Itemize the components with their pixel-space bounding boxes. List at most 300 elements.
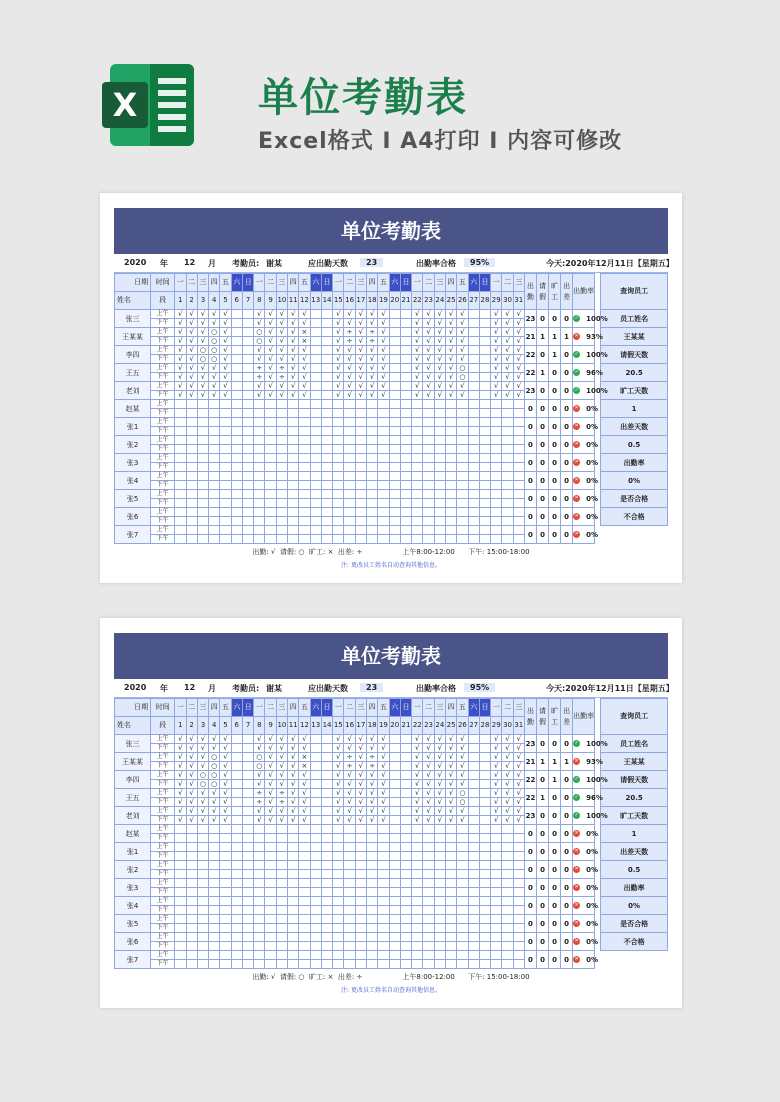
attendance-cell[interactable]: √ <box>378 780 389 789</box>
attendance-cell[interactable] <box>412 508 423 517</box>
attendance-cell[interactable]: √ <box>434 753 445 762</box>
attendance-cell[interactable] <box>220 942 231 951</box>
attendance-cell[interactable] <box>378 436 389 445</box>
attendance-cell[interactable] <box>276 861 287 870</box>
attendance-cell[interactable]: √ <box>299 382 310 391</box>
attendance-cell[interactable] <box>242 951 253 960</box>
attendance-cell[interactable]: ○ <box>254 753 265 762</box>
attendance-cell[interactable]: √ <box>457 744 468 753</box>
attendance-cell[interactable]: √ <box>299 319 310 328</box>
attendance-cell[interactable] <box>254 933 265 942</box>
attendance-cell[interactable]: √ <box>423 789 434 798</box>
attendance-cell[interactable] <box>288 517 299 526</box>
attendance-cell[interactable] <box>310 942 321 951</box>
attendance-cell[interactable] <box>400 373 411 382</box>
attendance-cell[interactable] <box>400 807 411 816</box>
attendance-cell[interactable] <box>276 960 287 969</box>
attendance-cell[interactable] <box>310 744 321 753</box>
attendance-cell[interactable] <box>423 951 434 960</box>
attendance-cell[interactable] <box>299 897 310 906</box>
attendance-cell[interactable]: √ <box>220 319 231 328</box>
attendance-cell[interactable] <box>468 762 479 771</box>
attendance-cell[interactable] <box>209 400 220 409</box>
attendance-cell[interactable] <box>423 508 434 517</box>
attendance-cell[interactable]: √ <box>378 319 389 328</box>
attendance-cell[interactable]: √ <box>186 319 197 328</box>
attendance-cell[interactable]: √ <box>254 771 265 780</box>
attendance-cell[interactable] <box>231 517 242 526</box>
attendance-cell[interactable] <box>242 753 253 762</box>
attendance-cell[interactable]: √ <box>333 319 344 328</box>
attendance-cell[interactable] <box>400 319 411 328</box>
attendance-cell[interactable] <box>378 445 389 454</box>
attendance-cell[interactable]: √ <box>457 337 468 346</box>
attendance-cell[interactable] <box>491 454 502 463</box>
attendance-cell[interactable] <box>288 933 299 942</box>
attendance-cell[interactable] <box>175 951 186 960</box>
attendance-cell[interactable] <box>513 499 524 508</box>
attendance-cell[interactable]: √ <box>288 744 299 753</box>
attendance-cell[interactable] <box>333 481 344 490</box>
attendance-cell[interactable] <box>175 861 186 870</box>
attendance-cell[interactable]: √ <box>423 744 434 753</box>
attendance-cell[interactable] <box>186 888 197 897</box>
attendance-cell[interactable]: √ <box>209 807 220 816</box>
attendance-cell[interactable] <box>276 535 287 544</box>
attendance-cell[interactable] <box>344 924 355 933</box>
attendance-cell[interactable] <box>299 418 310 427</box>
attendance-cell[interactable]: √ <box>491 391 502 400</box>
attendance-cell[interactable] <box>445 825 456 834</box>
attendance-cell[interactable] <box>299 535 310 544</box>
attendance-cell[interactable] <box>412 852 423 861</box>
attendance-cell[interactable] <box>378 906 389 915</box>
attendance-cell[interactable] <box>434 951 445 960</box>
attendance-cell[interactable]: √ <box>333 355 344 364</box>
attendance-cell[interactable] <box>310 798 321 807</box>
attendance-cell[interactable]: √ <box>209 364 220 373</box>
attendance-cell[interactable]: √ <box>423 346 434 355</box>
attendance-cell[interactable] <box>175 915 186 924</box>
attendance-cell[interactable]: √ <box>186 364 197 373</box>
attendance-cell[interactable] <box>197 870 208 879</box>
attendance-cell[interactable] <box>479 789 490 798</box>
attendance-cell[interactable] <box>299 834 310 843</box>
attendance-cell[interactable]: √ <box>502 355 513 364</box>
attendance-cell[interactable] <box>265 427 276 436</box>
attendance-cell[interactable] <box>288 508 299 517</box>
attendance-cell[interactable] <box>175 535 186 544</box>
attendance-cell[interactable]: √ <box>175 337 186 346</box>
attendance-cell[interactable]: √ <box>378 816 389 825</box>
attendance-cell[interactable] <box>412 445 423 454</box>
attendance-cell[interactable] <box>434 888 445 897</box>
attendance-cell[interactable] <box>288 906 299 915</box>
attendance-cell[interactable]: √ <box>299 346 310 355</box>
attendance-cell[interactable] <box>400 933 411 942</box>
attendance-cell[interactable] <box>321 436 332 445</box>
attendance-cell[interactable]: √ <box>434 319 445 328</box>
attendance-cell[interactable]: √ <box>457 780 468 789</box>
attendance-cell[interactable] <box>400 517 411 526</box>
attendance-cell[interactable]: √ <box>288 735 299 744</box>
attendance-cell[interactable]: √ <box>378 771 389 780</box>
attendance-cell[interactable] <box>378 825 389 834</box>
attendance-cell[interactable]: ○ <box>197 355 208 364</box>
attendance-cell[interactable] <box>321 879 332 888</box>
attendance-cell[interactable] <box>434 834 445 843</box>
attendance-cell[interactable] <box>513 445 524 454</box>
attendance-cell[interactable]: √ <box>299 771 310 780</box>
attendance-cell[interactable] <box>412 472 423 481</box>
attendance-cell[interactable] <box>299 400 310 409</box>
attendance-cell[interactable] <box>242 906 253 915</box>
attendance-cell[interactable] <box>344 897 355 906</box>
attendance-cell[interactable] <box>468 951 479 960</box>
attendance-cell[interactable] <box>288 490 299 499</box>
attendance-cell[interactable] <box>355 490 366 499</box>
attendance-cell[interactable] <box>468 744 479 753</box>
attendance-cell[interactable] <box>321 472 332 481</box>
attendance-cell[interactable]: √ <box>355 753 366 762</box>
attendance-cell[interactable]: √ <box>175 753 186 762</box>
attendance-cell[interactable] <box>389 337 400 346</box>
attendance-cell[interactable]: √ <box>445 807 456 816</box>
attendance-cell[interactable] <box>254 427 265 436</box>
attendance-cell[interactable]: √ <box>367 807 378 816</box>
attendance-cell[interactable] <box>445 436 456 445</box>
attendance-cell[interactable] <box>321 735 332 744</box>
attendance-cell[interactable] <box>434 400 445 409</box>
attendance-cell[interactable] <box>400 744 411 753</box>
attendance-cell[interactable] <box>344 535 355 544</box>
attendance-cell[interactable]: √ <box>265 355 276 364</box>
attendance-cell[interactable] <box>445 409 456 418</box>
attendance-cell[interactable]: √ <box>491 807 502 816</box>
attendance-cell[interactable]: √ <box>186 753 197 762</box>
attendance-cell[interactable] <box>209 409 220 418</box>
attendance-cell[interactable] <box>412 454 423 463</box>
attendance-cell[interactable] <box>242 409 253 418</box>
attendance-cell[interactable] <box>400 834 411 843</box>
attendance-cell[interactable] <box>513 517 524 526</box>
attendance-cell[interactable] <box>434 508 445 517</box>
attendance-cell[interactable] <box>479 409 490 418</box>
attendance-cell[interactable]: √ <box>197 816 208 825</box>
attendance-cell[interactable]: √ <box>265 391 276 400</box>
attendance-cell[interactable] <box>265 454 276 463</box>
attendance-cell[interactable] <box>209 427 220 436</box>
attendance-cell[interactable]: ○ <box>457 789 468 798</box>
attendance-cell[interactable]: √ <box>254 310 265 319</box>
attendance-cell[interactable] <box>288 526 299 535</box>
attendance-cell[interactable] <box>288 960 299 969</box>
attendance-cell[interactable] <box>389 409 400 418</box>
attendance-cell[interactable] <box>457 508 468 517</box>
attendance-cell[interactable] <box>310 933 321 942</box>
attendance-cell[interactable] <box>389 310 400 319</box>
attendance-cell[interactable] <box>400 364 411 373</box>
attendance-cell[interactable]: √ <box>434 364 445 373</box>
attendance-cell[interactable] <box>299 888 310 897</box>
attendance-cell[interactable] <box>231 346 242 355</box>
attendance-cell[interactable] <box>389 400 400 409</box>
attendance-cell[interactable]: × <box>299 328 310 337</box>
attendance-cell[interactable]: √ <box>197 337 208 346</box>
attendance-cell[interactable] <box>423 870 434 879</box>
attendance-cell[interactable] <box>220 924 231 933</box>
attendance-cell[interactable] <box>468 409 479 418</box>
attendance-cell[interactable] <box>479 906 490 915</box>
attendance-cell[interactable]: √ <box>367 355 378 364</box>
attendance-cell[interactable] <box>175 942 186 951</box>
attendance-cell[interactable]: √ <box>209 735 220 744</box>
attendance-cell[interactable] <box>231 942 242 951</box>
attendance-cell[interactable] <box>412 825 423 834</box>
attendance-cell[interactable]: √ <box>197 789 208 798</box>
attendance-cell[interactable] <box>197 445 208 454</box>
attendance-cell[interactable] <box>400 328 411 337</box>
attendance-cell[interactable]: √ <box>412 346 423 355</box>
attendance-cell[interactable]: √ <box>502 391 513 400</box>
attendance-cell[interactable] <box>434 454 445 463</box>
attendance-cell[interactable]: √ <box>276 382 287 391</box>
attendance-cell[interactable] <box>412 924 423 933</box>
attendance-cell[interactable] <box>321 328 332 337</box>
attendance-cell[interactable] <box>389 951 400 960</box>
attendance-cell[interactable] <box>186 861 197 870</box>
attendance-cell[interactable] <box>423 481 434 490</box>
attendance-cell[interactable] <box>276 454 287 463</box>
attendance-cell[interactable]: √ <box>288 753 299 762</box>
attendance-cell[interactable] <box>265 924 276 933</box>
attendance-cell[interactable]: √ <box>276 807 287 816</box>
attendance-cell[interactable]: √ <box>265 382 276 391</box>
attendance-cell[interactable]: √ <box>412 780 423 789</box>
attendance-cell[interactable] <box>254 526 265 535</box>
attendance-cell[interactable] <box>175 490 186 499</box>
attendance-cell[interactable]: √ <box>276 346 287 355</box>
attendance-cell[interactable] <box>457 472 468 481</box>
attendance-cell[interactable] <box>175 445 186 454</box>
attendance-cell[interactable] <box>389 735 400 744</box>
attendance-cell[interactable] <box>389 418 400 427</box>
attendance-cell[interactable] <box>265 508 276 517</box>
attendance-cell[interactable] <box>389 364 400 373</box>
attendance-cell[interactable] <box>242 735 253 744</box>
attendance-cell[interactable]: √ <box>186 382 197 391</box>
attendance-cell[interactable] <box>197 490 208 499</box>
attendance-cell[interactable] <box>310 843 321 852</box>
attendance-cell[interactable] <box>434 526 445 535</box>
attendance-cell[interactable]: ÷ <box>367 753 378 762</box>
attendance-cell[interactable]: ÷ <box>276 789 287 798</box>
attendance-cell[interactable] <box>220 427 231 436</box>
attendance-cell[interactable] <box>220 400 231 409</box>
attendance-cell[interactable] <box>254 870 265 879</box>
attendance-cell[interactable]: √ <box>175 780 186 789</box>
attendance-cell[interactable] <box>288 870 299 879</box>
attendance-cell[interactable]: √ <box>457 771 468 780</box>
attendance-cell[interactable] <box>479 870 490 879</box>
attendance-cell[interactable] <box>344 942 355 951</box>
attendance-cell[interactable]: √ <box>367 780 378 789</box>
attendance-cell[interactable] <box>276 843 287 852</box>
attendance-cell[interactable] <box>491 472 502 481</box>
attendance-cell[interactable] <box>491 870 502 879</box>
attendance-cell[interactable] <box>468 906 479 915</box>
attendance-cell[interactable] <box>231 834 242 843</box>
attendance-cell[interactable] <box>367 463 378 472</box>
attendance-cell[interactable] <box>400 951 411 960</box>
attendance-cell[interactable] <box>400 436 411 445</box>
attendance-cell[interactable]: √ <box>445 328 456 337</box>
attendance-cell[interactable] <box>513 852 524 861</box>
attendance-cell[interactable] <box>197 454 208 463</box>
attendance-cell[interactable] <box>355 825 366 834</box>
attendance-cell[interactable] <box>186 472 197 481</box>
attendance-cell[interactable]: √ <box>186 789 197 798</box>
attendance-cell[interactable] <box>265 825 276 834</box>
attendance-cell[interactable] <box>479 373 490 382</box>
attendance-cell[interactable]: √ <box>434 798 445 807</box>
attendance-cell[interactable] <box>276 499 287 508</box>
attendance-cell[interactable]: √ <box>412 328 423 337</box>
attendance-cell[interactable]: √ <box>412 735 423 744</box>
attendance-cell[interactable] <box>231 436 242 445</box>
attendance-cell[interactable] <box>400 816 411 825</box>
attendance-cell[interactable] <box>197 897 208 906</box>
attendance-cell[interactable] <box>288 852 299 861</box>
attendance-cell[interactable] <box>254 463 265 472</box>
attendance-cell[interactable] <box>254 418 265 427</box>
attendance-cell[interactable] <box>321 933 332 942</box>
attendance-cell[interactable] <box>265 861 276 870</box>
attendance-cell[interactable] <box>310 328 321 337</box>
attendance-cell[interactable]: √ <box>220 346 231 355</box>
attendance-cell[interactable] <box>468 861 479 870</box>
attendance-cell[interactable]: √ <box>276 355 287 364</box>
attendance-cell[interactable] <box>423 445 434 454</box>
attendance-cell[interactable] <box>231 508 242 517</box>
attendance-cell[interactable] <box>276 879 287 888</box>
attendance-cell[interactable] <box>344 906 355 915</box>
attendance-cell[interactable] <box>254 481 265 490</box>
attendance-cell[interactable] <box>513 960 524 969</box>
attendance-cell[interactable]: √ <box>513 798 524 807</box>
attendance-cell[interactable] <box>378 490 389 499</box>
attendance-cell[interactable] <box>457 418 468 427</box>
attendance-cell[interactable]: √ <box>457 762 468 771</box>
attendance-cell[interactable] <box>434 825 445 834</box>
attendance-cell[interactable] <box>344 870 355 879</box>
attendance-cell[interactable]: ÷ <box>276 364 287 373</box>
attendance-cell[interactable] <box>389 924 400 933</box>
attendance-cell[interactable]: √ <box>502 744 513 753</box>
attendance-cell[interactable]: √ <box>355 807 366 816</box>
attendance-cell[interactable] <box>231 472 242 481</box>
attendance-cell[interactable] <box>242 355 253 364</box>
attendance-cell[interactable]: √ <box>276 753 287 762</box>
attendance-cell[interactable] <box>231 418 242 427</box>
attendance-cell[interactable] <box>502 897 513 906</box>
attendance-cell[interactable]: √ <box>491 753 502 762</box>
attendance-cell[interactable] <box>389 744 400 753</box>
attendance-cell[interactable]: √ <box>276 744 287 753</box>
attendance-cell[interactable]: √ <box>333 807 344 816</box>
attendance-cell[interactable] <box>265 535 276 544</box>
attendance-cell[interactable] <box>434 436 445 445</box>
attendance-cell[interactable]: √ <box>254 355 265 364</box>
attendance-cell[interactable] <box>513 508 524 517</box>
attendance-cell[interactable] <box>400 870 411 879</box>
attendance-cell[interactable] <box>220 418 231 427</box>
attendance-cell[interactable] <box>378 879 389 888</box>
attendance-cell[interactable]: √ <box>502 816 513 825</box>
attendance-cell[interactable] <box>389 508 400 517</box>
attendance-cell[interactable] <box>242 382 253 391</box>
attendance-cell[interactable] <box>412 481 423 490</box>
attendance-cell[interactable] <box>299 472 310 481</box>
attendance-cell[interactable] <box>378 942 389 951</box>
attendance-cell[interactable] <box>254 472 265 481</box>
attendance-cell[interactable]: √ <box>299 735 310 744</box>
attendance-cell[interactable] <box>513 843 524 852</box>
attendance-cell[interactable]: √ <box>491 364 502 373</box>
attendance-cell[interactable]: √ <box>220 391 231 400</box>
attendance-cell[interactable] <box>445 852 456 861</box>
attendance-cell[interactable]: √ <box>378 364 389 373</box>
attendance-cell[interactable] <box>355 418 366 427</box>
attendance-cell[interactable] <box>400 535 411 544</box>
attendance-cell[interactable]: √ <box>209 744 220 753</box>
attendance-cell[interactable] <box>254 454 265 463</box>
attendance-cell[interactable] <box>321 517 332 526</box>
attendance-cell[interactable]: √ <box>367 735 378 744</box>
attendance-cell[interactable] <box>479 933 490 942</box>
attendance-cell[interactable] <box>333 843 344 852</box>
attendance-cell[interactable] <box>310 436 321 445</box>
attendance-cell[interactable] <box>231 825 242 834</box>
attendance-cell[interactable] <box>175 843 186 852</box>
attendance-cell[interactable] <box>197 942 208 951</box>
attendance-cell[interactable]: √ <box>175 771 186 780</box>
attendance-cell[interactable] <box>288 879 299 888</box>
attendance-cell[interactable] <box>502 481 513 490</box>
attendance-cell[interactable]: √ <box>355 762 366 771</box>
attendance-cell[interactable] <box>502 409 513 418</box>
attendance-cell[interactable] <box>491 843 502 852</box>
attendance-cell[interactable] <box>231 337 242 346</box>
attendance-cell[interactable] <box>434 861 445 870</box>
attendance-cell[interactable]: √ <box>209 373 220 382</box>
attendance-cell[interactable]: √ <box>423 310 434 319</box>
attendance-cell[interactable]: √ <box>367 319 378 328</box>
attendance-cell[interactable] <box>468 807 479 816</box>
attendance-cell[interactable]: √ <box>197 310 208 319</box>
attendance-cell[interactable] <box>423 897 434 906</box>
attendance-cell[interactable] <box>355 526 366 535</box>
attendance-cell[interactable] <box>513 888 524 897</box>
attendance-cell[interactable] <box>310 879 321 888</box>
attendance-cell[interactable]: ÷ <box>254 789 265 798</box>
attendance-cell[interactable] <box>220 409 231 418</box>
attendance-cell[interactable]: √ <box>288 816 299 825</box>
attendance-cell[interactable] <box>355 861 366 870</box>
attendance-cell[interactable] <box>231 906 242 915</box>
attendance-cell[interactable]: √ <box>445 744 456 753</box>
attendance-cell[interactable] <box>378 427 389 436</box>
